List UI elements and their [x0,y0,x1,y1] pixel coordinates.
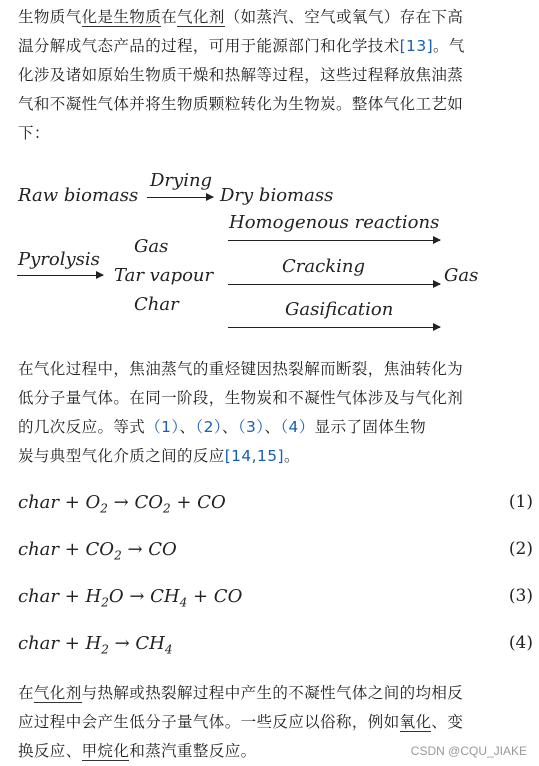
arrow-homogenous [228,240,440,241]
label-dry-biomass: Dry biomass [220,185,334,206]
equation-expression: char + $H_2O \to CH_4$ + CO [18,586,243,610]
equation-link-3[interactable]: （3） [237,418,265,436]
equation-expression: char + $O_2 \to CO_2$ + CO [18,492,226,516]
term-link-gasifying-agent[interactable]: 气化剂 [33,684,82,702]
equation-3 [18,586,533,616]
paragraph-homogeneous: 在气化剂与热解或热裂解过程中产生的不凝性气体之间的均相反 应过程中会产生低分子量气体。一些反应以俗称，例如氧化、变 换反应、甲烷化和蒸汽重整反应。 [18,684,464,760]
term-link-oxidation[interactable]: 氧化 [399,713,432,731]
equation-expression: char + $H_2 \to CH_4$ [18,633,173,657]
label-char: Char [134,294,179,315]
label-tar-vapour: Tar vapour [114,265,214,286]
arrow-gasification [228,327,440,328]
arrow-drying [147,197,213,198]
label-homogenous-reactions: Homogenous reactions [229,212,440,233]
equation-number: (2) [508,539,533,559]
equation-number: (4) [508,633,533,653]
term-link-methanation[interactable]: 甲烷化 [81,742,130,760]
label-gas-output: Gas [444,265,479,286]
equation-2 [18,539,533,569]
label-gas-product: Gas [134,236,169,257]
equation-number: (1) [508,492,533,512]
equation-number: (3) [508,586,533,606]
arrow-cracking [228,284,440,285]
label-gasification: Gasification [285,299,394,320]
equation-1 [18,492,533,522]
label-raw-biomass: Raw biomass [18,185,139,206]
equation-expression: char + $CO_2$ → CO [18,539,177,563]
watermark-text: CSDN @CQU_JIAKE [410,744,527,758]
paragraph-reactions: 在气化过程中，焦油蒸气的重烃键因热裂解而断裂，焦油转化为 低分子量气体。在同一阶段，生物炭和不凝性气体涉及与气化剂 的几次反应。等式（1）、（2）、（3）、（4）显示了固体生物 炭与典型气化介质之间的反应[14,15]。 [18,360,464,465]
equation-link-2[interactable]: （2） [195,418,222,436]
arrow-pyrolysis [17,275,103,276]
citation-link-13[interactable]: [13] [399,37,434,55]
label-drying: Drying [150,170,213,191]
term-link-gasification[interactable]: 化是生物质 [81,8,162,26]
label-pyrolysis: Pyrolysis [18,249,100,270]
equation-link-4[interactable]: （4） [280,418,315,436]
paragraph-intro: 生物质气化是生物质在气化剂（如蒸汽、空气或氧气）存在下高 温分解成气态产品的过程，可用于能源部门和化学技术[13]。气 化涉及诸如原始生物质干燥和热解等过程，这些过程释放焦油蒸 气和不凝性气体并将生物质颗粒转化为生物炭。整体气化工艺如 下： [18,8,465,142]
label-cracking: Cracking [282,256,365,277]
term-link-gasifying-agent[interactable]: 气化剂 [177,8,225,26]
equation-4 [18,633,533,663]
equation-link-1[interactable]: （1） [145,418,180,436]
citation-link-14-15[interactable]: [14,15] [224,447,284,465]
